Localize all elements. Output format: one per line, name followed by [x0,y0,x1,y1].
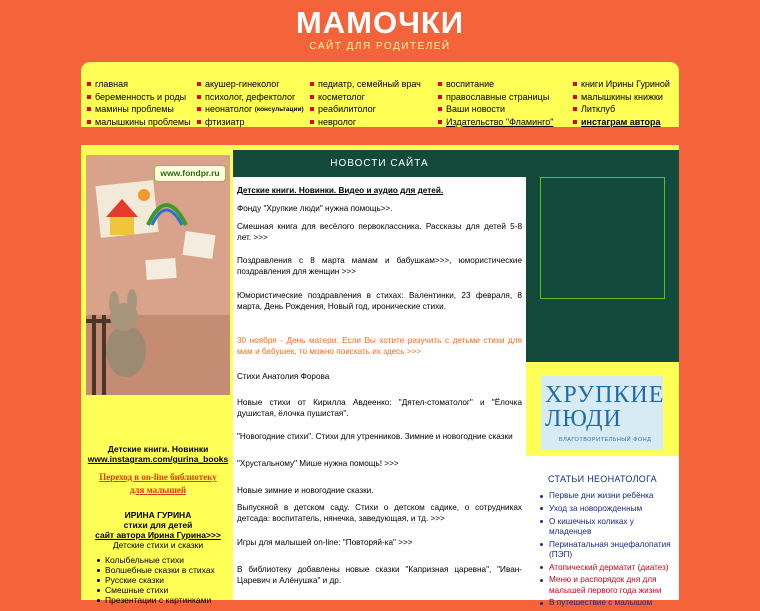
bullet-icon [87,82,91,86]
list-item[interactable]: Колыбельные стихи [97,555,215,565]
bullet-icon [87,95,91,99]
nav-link-pregnancy[interactable]: беременность и роды [87,91,191,104]
nav-link-obstetrician[interactable]: акушер-гинеколог [197,78,304,91]
bullet-icon [438,95,442,99]
articles-title: СТАТЬИ НЕОНАТОЛОГА [548,474,657,484]
article-link[interactable]: Меню и распорядок дня для малышей первого года жизни [540,575,678,595]
list-item[interactable]: Презентации с картинками [97,595,215,605]
bullet-icon [310,120,314,124]
news-item-march8[interactable]: Поздравления с 8 марта мамам и бабушкам>>>, юмористические поздравления для женщин >>> [237,256,522,276]
bullet-icon [310,82,314,86]
news-item-winter-tales[interactable]: Новые зимние и новогодние сказки. [237,486,374,495]
nav-link-instagram[interactable]: инстаграм автора [573,116,670,129]
bullet-icon [87,107,91,111]
nav-link-mom-problems[interactable]: мамины проблемы [87,103,191,116]
nav-link-neurologist[interactable]: невролог [310,116,421,129]
bullet-icon [540,507,543,510]
bullet-icon [97,599,100,602]
poems-section-title: Детские стихи и сказки [112,540,204,550]
nav-link-phthisiatrician[interactable]: фтизиатр [197,116,304,129]
author-site-link[interactable]: сайт автора Ирина Гурина>>> [95,530,221,540]
bullet-icon [573,95,577,99]
nav-link-your-news[interactable]: Ваши новости [438,103,553,116]
books-news-title: Детские книги. Новинки [107,444,209,454]
nav-link-upbringing[interactable]: воспитание [438,78,553,91]
nav-link-home[interactable]: главная [87,78,191,91]
bullet-icon [438,120,442,124]
bullet-icon [540,566,543,569]
news-item-avdeenko[interactable]: Новые стихи от Кирилла Авдеенко: "Дятел-стоматолог" и "Ёлочка душистая, ёлочка пушистая". [237,398,522,418]
bullet-icon [87,120,91,124]
poems-list [97,555,215,605]
bullet-icon [540,495,543,498]
nav-link-baby-problems[interactable]: малышкины проблемы [87,116,191,129]
child-drawing-illustration [86,155,230,395]
news-item-new-year-poems[interactable]: "Новогодние стихи". Стихи для утренников. Зимние и новогодние сказки [237,432,513,441]
article-link[interactable]: Уход за новорожденным [540,504,678,514]
nav-column-3 [310,78,421,128]
logo-line-2: ЛЮДИ [545,406,622,432]
list-item[interactable]: Русские сказки [97,575,215,585]
nav-link-orthodox[interactable]: православные страницы [438,91,553,104]
nav-link-neonatologist[interactable]: неонатолог (консультации) [197,103,304,116]
nav-link-litclub[interactable]: Литклуб [573,103,670,116]
news-item-forov[interactable]: Стихи Анатолия Форова [237,372,330,381]
bullet-icon [197,107,201,111]
nav-column-5 [573,78,670,128]
bullet-icon [573,107,577,111]
list-item[interactable]: Смешные стихи [97,585,215,595]
nav-link-pediatrician[interactable]: педиатр, семейный врач [310,78,421,91]
news-item-mothers-day[interactable]: 30 ноября - День матери. Если Вы хотите разучить с детьми стихи для мам и бабушек, то можно поискать их здесь >>> [237,336,522,356]
nav-column-4 [438,78,553,128]
bullet-icon [310,107,314,111]
news-item-books[interactable]: Детские книги. Новинки. Видео и аудио для детей. [237,186,444,195]
bullet-icon [573,120,577,124]
fragile-people-logo[interactable] [541,376,663,450]
bullet-icon [540,520,543,523]
bullet-icon [97,589,100,592]
news-item-kindergarten[interactable]: Выпускной в детском саду. Стихи о детском садике, о сотрудниках детсада: воспитатель, нянечка, заведующая, и тд. >>> [237,503,522,523]
bullet-icon [540,602,543,605]
bullet-icon [197,120,201,124]
nav-link-rehabilitologist[interactable]: реабилитолог [310,103,421,116]
ad-placeholder-box [540,177,665,299]
bullet-icon [438,107,442,111]
bullet-icon [438,82,442,86]
news-heading: НОВОСТИ САЙТА [233,150,526,177]
list-item[interactable]: Волшебные сказки в стихах [97,565,215,575]
online-library-link-line2[interactable]: для малышей [129,485,187,495]
news-item-online-games[interactable]: Игры для малышей on-line: "Повторяй-ка" >>> [237,538,413,547]
article-link[interactable]: В путешествие с малышом [540,598,678,608]
bullet-icon [540,579,543,582]
nav-link-flamingo[interactable]: Издательство "Фламинго" [438,116,553,129]
logo-line-1: ХРУПКИЕ [545,382,665,408]
news-item-misha-help[interactable]: "Хрустальному" Мише нужна помощь! >>> [237,459,399,468]
neonatologist-articles-list [540,491,678,611]
site-subtitle: САЙТ ДЛЯ РОДИТЕЛЕЙ [309,41,451,52]
gurina-books-instagram-link[interactable]: www.instagram.com/gurina_books [87,454,229,464]
online-library-link-line1[interactable]: Переход в on-line библиотеку [99,472,217,482]
bullet-icon [97,579,100,582]
nav-column-1 [87,78,191,128]
site-title[interactable]: МАМОЧКИ [295,5,465,40]
bullet-icon [197,82,201,86]
news-item-humor-greetings[interactable]: Юмористические поздравления в стихах: Валентинки, 23 февраля, 8 марта, День Рождения, Новый год, иронические стихи. [237,291,522,311]
bullet-icon [573,82,577,86]
nav-link-psychologist[interactable]: психолог, дефектолог [197,91,304,104]
author-description: стихи для детей [123,520,193,530]
bullet-icon [97,559,100,562]
article-link[interactable]: Первые дни жизни ребёнка [540,491,678,501]
article-link[interactable]: О кишечных коликах у младенцев [540,517,678,537]
fondpr-banner-image[interactable] [86,155,230,395]
news-item-funny-book[interactable]: Смешная книга для весёлого первоклассника. Рассказы для детей 5-8 лет. >>> [237,222,522,242]
nav-link-cosmetologist[interactable]: косметолог [310,91,421,104]
article-link[interactable]: Атопический дерматит (диатез) [540,563,678,573]
nav-link-kids-books[interactable]: малышкины книжки [573,91,670,104]
news-item-fragile-people[interactable]: Фонду "Хрупкие люди" нужна помощь>>. [237,204,393,213]
bullet-icon [540,543,543,546]
logo-line-3: БЛАГОТВОРИТЕЛЬНЫЙ ФОНД [559,437,652,443]
bullet-icon [197,95,201,99]
article-link[interactable]: Перинатальная энцефалопатия (ПЭП) [540,540,678,560]
fondpr-url-label[interactable]: www.fondpr.ru [154,165,226,182]
news-item-library-tales[interactable]: В библиотеку добавлены новые сказки "Капризная царевна", "Иван-Царевич и Алёнушка" и др. [237,565,522,585]
bullet-icon [97,569,100,572]
bullet-icon [310,95,314,99]
nav-column-2 [197,78,304,128]
author-name: ИРИНА ГУРИНА [124,510,192,520]
top-navigation [81,62,679,127]
nav-link-gurina-books[interactable]: книги Ирины Гуриной [573,78,670,91]
